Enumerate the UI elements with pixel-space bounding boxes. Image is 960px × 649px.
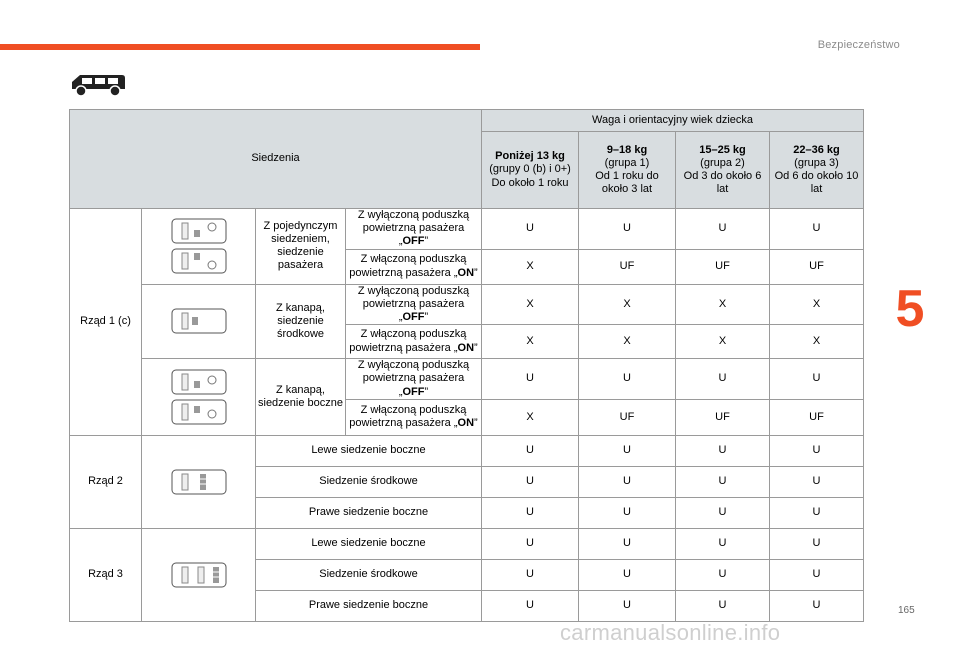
value-cell: U: [676, 497, 770, 528]
value-cell: U: [482, 559, 579, 590]
value-cell: U: [770, 590, 864, 621]
watermark: carmanualsonline.info: [560, 620, 781, 645]
group-header: 9–18 kg (grupa 1) Od 1 roku do około 3 lat: [579, 132, 676, 209]
airbag-on-cell: Z włączoną poduszką powietrzną pasażera „ON”: [346, 249, 482, 284]
value-cell: X: [482, 399, 579, 435]
chapter-number: 5: [895, 280, 925, 338]
seat-diagram-bench-center-icon: [142, 284, 256, 359]
value-cell: X: [770, 325, 864, 359]
orange-header-bar: [0, 44, 480, 50]
airbag-on-cell: Z włączoną poduszką powietrzną pasażera „ON”: [346, 399, 482, 435]
value-cell: X: [482, 325, 579, 359]
value-cell: U: [482, 497, 579, 528]
page-number: 165: [898, 605, 915, 616]
value-cell: U: [676, 359, 770, 400]
value-cell: U: [676, 528, 770, 559]
value-cell: U: [579, 359, 676, 400]
row-label: Rząd 1 (c): [70, 209, 142, 436]
seat-diagram-row3-icon: [142, 528, 256, 621]
value-cell: U: [676, 435, 770, 466]
value-cell: U: [676, 466, 770, 497]
seat-name: Z kanapą, siedzenie boczne: [256, 359, 346, 436]
value-cell: U: [579, 466, 676, 497]
seat-name: Siedzenie środkowe: [256, 466, 482, 497]
airbag-off-cell: Z wyłączoną poduszką powietrzną pasażera „OFF”: [346, 284, 482, 325]
row-label: Rząd 2: [70, 435, 142, 528]
value-cell: U: [579, 528, 676, 559]
value-cell: X: [676, 284, 770, 325]
value-cell: U: [579, 559, 676, 590]
value-cell: U: [579, 209, 676, 250]
airbag-off-cell: Z wyłączoną poduszką powietrzną pasażera „OFF”: [346, 359, 482, 400]
group-header: Poniżej 13 kg (grupy 0 (b) i 0+) Do około 1 roku: [482, 132, 579, 209]
value-cell: U: [770, 359, 864, 400]
value-cell: U: [770, 466, 864, 497]
value-cell: U: [770, 559, 864, 590]
value-cell: X: [482, 284, 579, 325]
value-cell: X: [482, 249, 579, 284]
value-cell: U: [482, 359, 579, 400]
value-cell: X: [579, 325, 676, 359]
value-cell: U: [579, 590, 676, 621]
value-cell: UF: [579, 249, 676, 284]
value-cell: U: [770, 209, 864, 250]
value-cell: U: [770, 435, 864, 466]
seat-name: Lewe siedzenie boczne: [256, 528, 482, 559]
value-cell: UF: [676, 249, 770, 284]
value-cell: U: [579, 497, 676, 528]
child-seat-table: [69, 109, 864, 622]
value-cell: U: [482, 528, 579, 559]
group-header: 22–36 kg (grupa 3) Od 6 do około 10 lat: [770, 132, 864, 209]
value-cell: X: [676, 325, 770, 359]
seat-diagram-bench-side-icon: [142, 359, 256, 436]
airbag-off-cell: Z wyłączoną poduszką powietrzną pasażera „OFF”: [346, 209, 482, 250]
value-cell: X: [579, 284, 676, 325]
value-cell: U: [482, 435, 579, 466]
value-cell: U: [676, 209, 770, 250]
value-cell: U: [676, 590, 770, 621]
airbag-on-cell: Z włączoną poduszką powietrzną pasażera „ON”: [346, 325, 482, 359]
seat-name: Siedzenie środkowe: [256, 559, 482, 590]
row-label: Rząd 3: [70, 528, 142, 621]
weight-header: Waga i orientacyjny wiek dziecka: [482, 110, 864, 132]
section-title: Bezpieczeństwo: [817, 39, 900, 51]
seats-header: Siedzenia: [70, 110, 482, 209]
seat-name: Prawe siedzenie boczne: [256, 590, 482, 621]
value-cell: U: [676, 559, 770, 590]
seat-diagram-single-icon: [142, 209, 256, 285]
value-cell: U: [770, 497, 864, 528]
value-cell: UF: [676, 399, 770, 435]
group-header: 15–25 kg (grupa 2) Od 3 do około 6 lat: [676, 132, 770, 209]
seat-name: Z kanapą, siedzenie środkowe: [256, 284, 346, 359]
seat-name: Z pojedynczym siedzeniem, siedzenie pasażera: [256, 209, 346, 285]
value-cell: UF: [770, 399, 864, 435]
value-cell: UF: [770, 249, 864, 284]
value-cell: U: [579, 435, 676, 466]
value-cell: UF: [579, 399, 676, 435]
van-pictogram-icon: [68, 71, 128, 97]
value-cell: U: [770, 528, 864, 559]
value-cell: U: [482, 209, 579, 250]
value-cell: U: [482, 466, 579, 497]
seat-name: Lewe siedzenie boczne: [256, 435, 482, 466]
value-cell: X: [770, 284, 864, 325]
seat-name: Prawe siedzenie boczne: [256, 497, 482, 528]
value-cell: U: [482, 590, 579, 621]
seat-diagram-row2-icon: [142, 435, 256, 528]
